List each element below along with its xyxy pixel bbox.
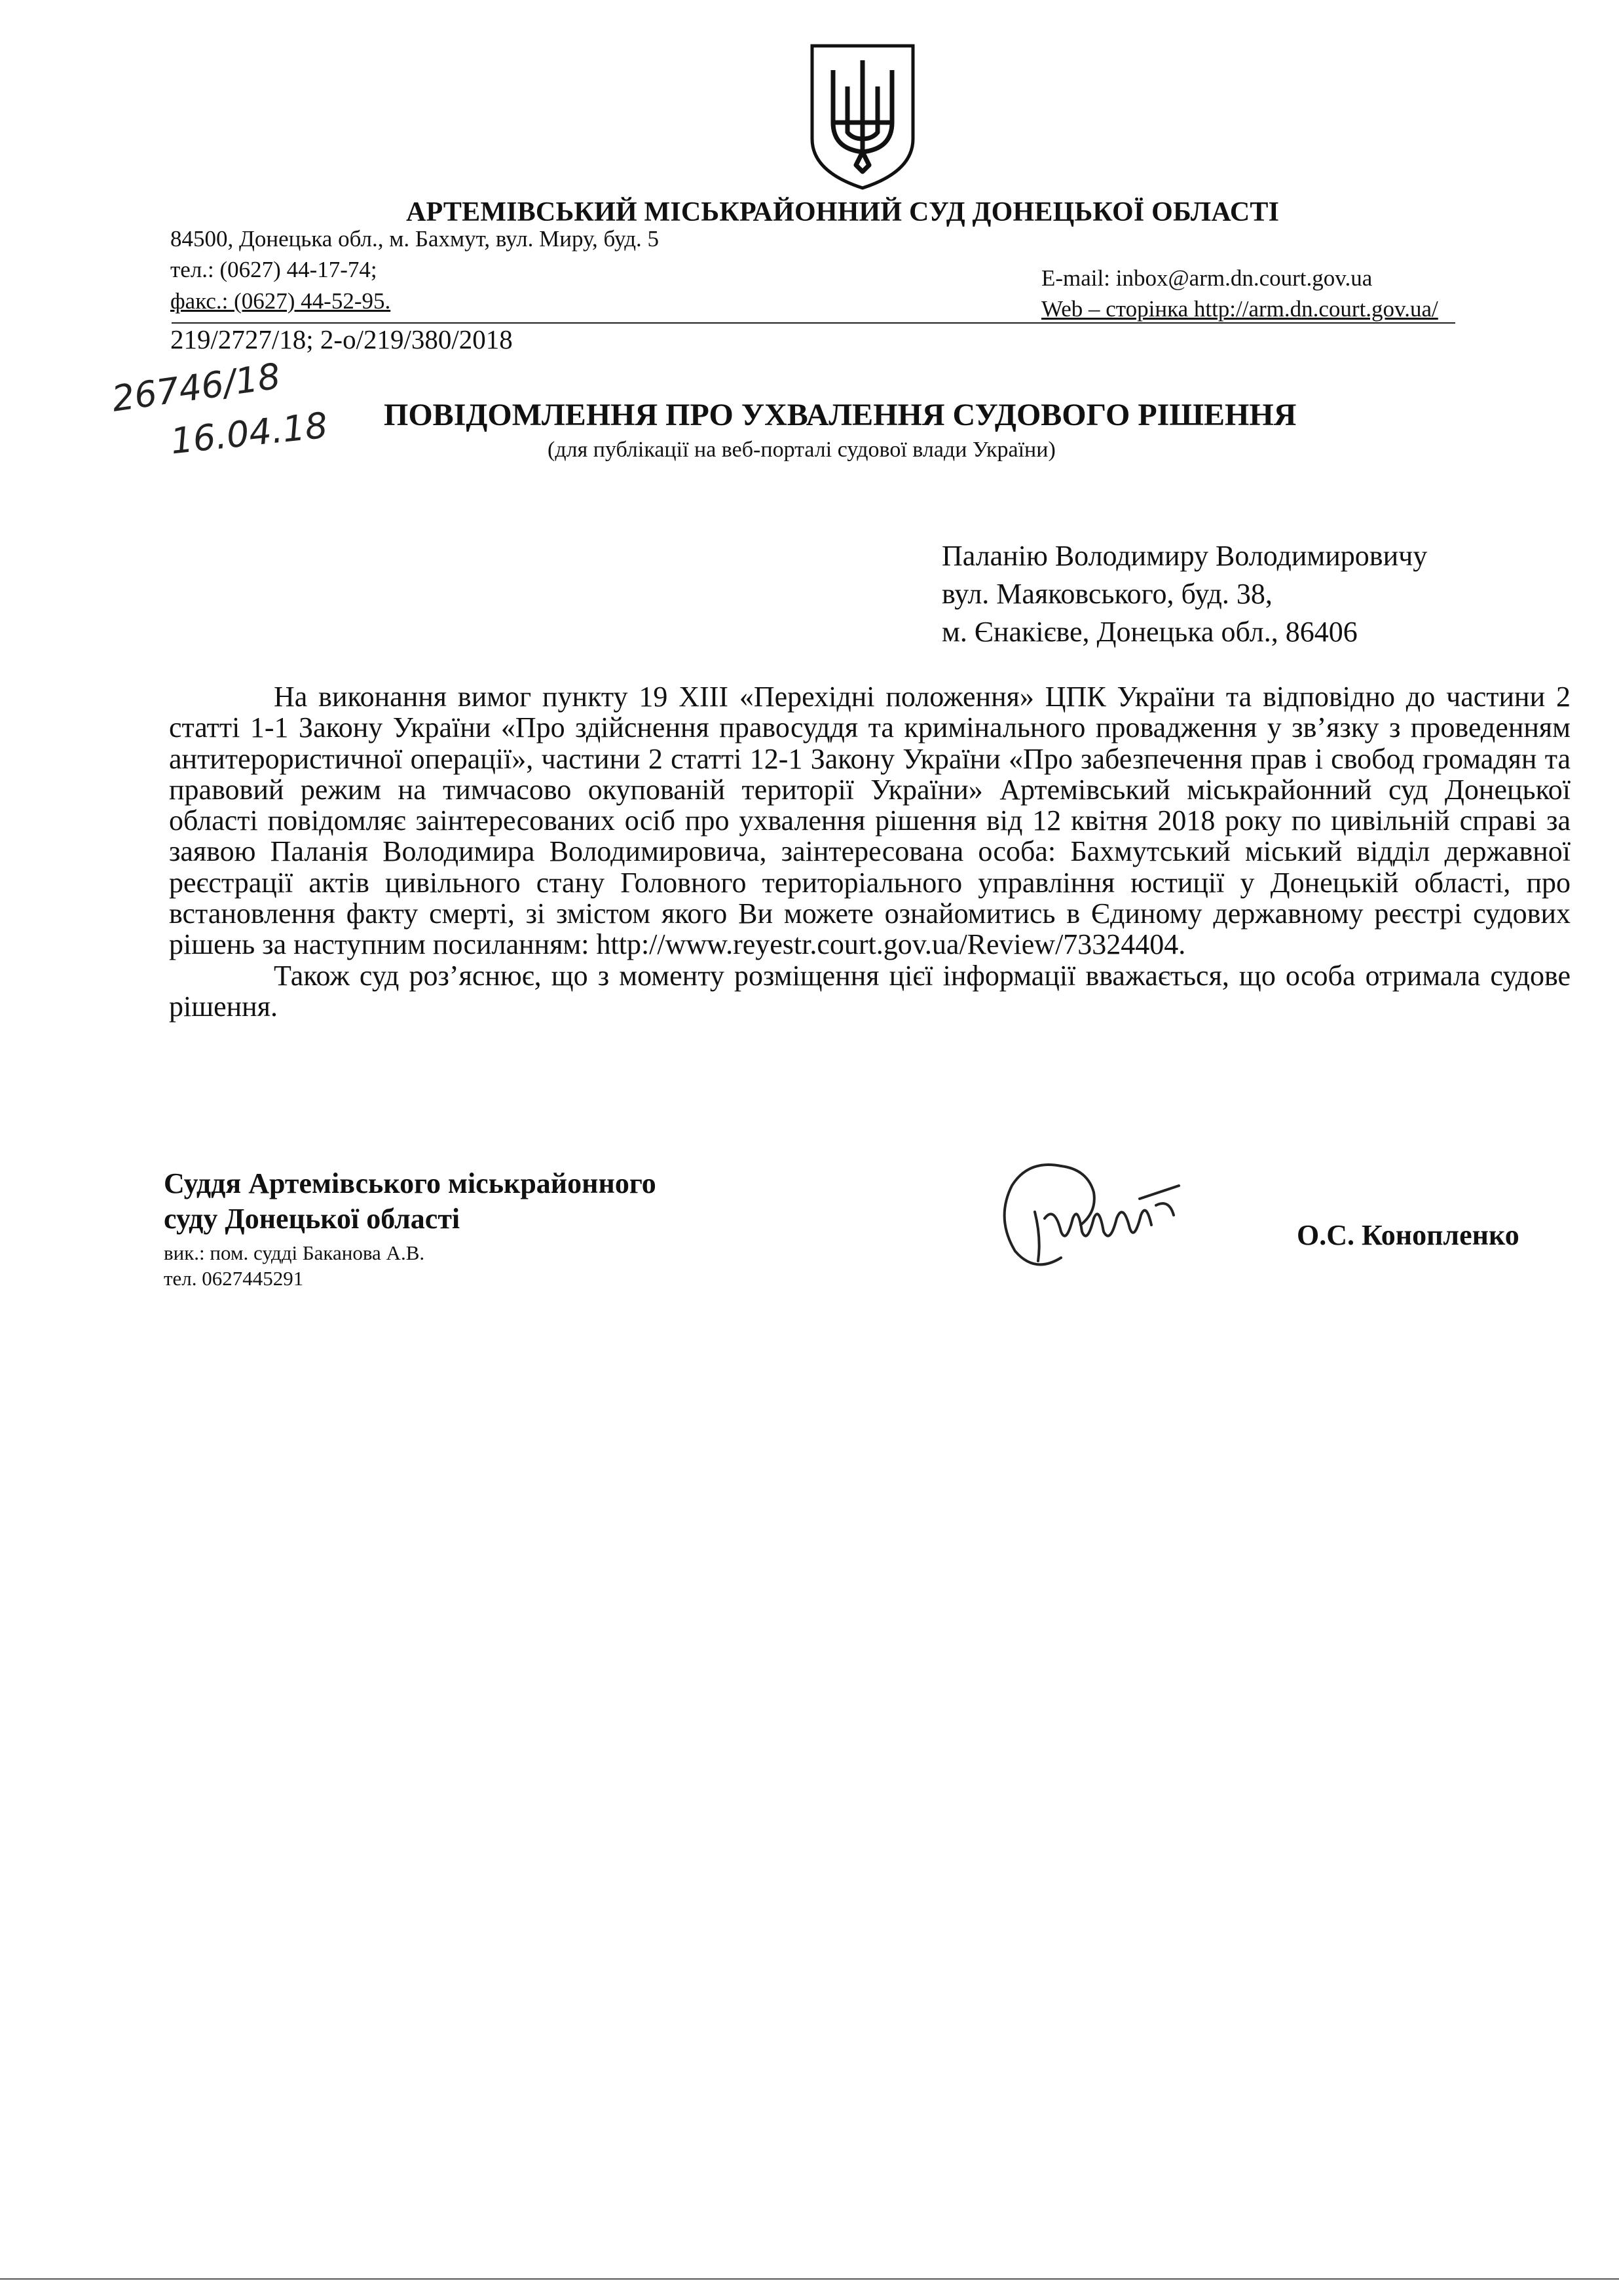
document-subtitle: (для публікації на веб-порталі судової влади України) <box>548 438 1056 462</box>
court-email: E-mail: inbox@arm.dn.court.gov.ua <box>1041 265 1373 291</box>
body-paragraph: Також суд роз’яснює, що з моменту розміщення цієї інформації вважається, що особа отримала судове рішення. <box>169 959 1571 1023</box>
document-body <box>169 681 1571 1022</box>
case-number: 219/2727/18; 2-о/219/380/2018 <box>170 324 513 354</box>
recipient-city: м. Єнакієве, Донецька обл., 86406 <box>942 616 1358 648</box>
document-title: ПОВІДОМЛЕННЯ ПРО УХВАЛЕННЯ СУДОВОГО РІШЕННЯ <box>384 398 1297 432</box>
executor-line: вик.: пом. судді Баканова А.В. <box>164 1241 425 1264</box>
court-fax: факс.: (0627) 44-52-95. <box>170 288 391 314</box>
court-website: Web – сторінка http://arm.dn.court.gov.ua/ <box>1041 296 1438 322</box>
judge-title-line: суду Донецької області <box>164 1203 460 1235</box>
recipient-name: Паланію Володимиру Володимировичу <box>942 540 1428 572</box>
court-name: АРТЕМІВСЬКИЙ МІСЬКРАЙОННИЙ СУД ДОНЕЦЬКОЇ ОБЛАСТІ <box>406 197 1280 227</box>
judge-title-line: Суддя Артемівського міськрайонного <box>164 1167 656 1199</box>
tryzub-emblem-icon <box>807 41 918 191</box>
judge-title-block <box>164 1166 656 1237</box>
handwritten-registration-date: 16.04.18 <box>168 404 330 462</box>
signer-name: О.С. Конопленко <box>1297 1219 1519 1251</box>
scan-bottom-edge <box>0 2278 1619 2296</box>
court-phone: тел.: (0627) 44-17-74; <box>170 257 377 282</box>
recipient-address-block <box>942 537 1427 651</box>
body-paragraph: На виконання вимог пункту 19 XIII «Перехідні положення» ЦПК України та відповідно до частини 2 статті 1-1 Закону України «Про здійснення правосуддя та кримінального провадження у зв’язку з проведенням антитерористичної операції», частини 2 статті 12-1 Закону України «Про забезпечення прав і свобод громадян та правовий режим на тимчасово окупованій території України» Артемівський міськрайонний суд Донецької області повідомляє заінтересованих осіб про ухвалення рішення від 12 квітня 2018 року по цивільній справі за заявою Паланія Володимира Володимировича, заінтересована особа: Бахмутський міський відділ державної реєстрації актів цивільного стану Головного територіального управління юстиції у Донецькій області, про встановлення факту смерті, зі змістом якого Ви можете ознайомитись в Єдиному державному реєстрі судових рішень за наступним посиланням: http://www.reyestr.court.gov.ua/Review/73324404. <box>169 681 1571 961</box>
recipient-street: вул. Маяковського, буд. 38, <box>942 578 1273 610</box>
handwritten-registration-mark <box>92 355 341 465</box>
handwritten-signature <box>989 1140 1199 1277</box>
handwritten-registration-number: 26746/18 <box>109 355 283 420</box>
court-address: 84500, Донецька обл., м. Бахмут, вул. Миру, буд. 5 <box>170 226 660 252</box>
executor-phone: тел. 0627445291 <box>164 1267 304 1290</box>
